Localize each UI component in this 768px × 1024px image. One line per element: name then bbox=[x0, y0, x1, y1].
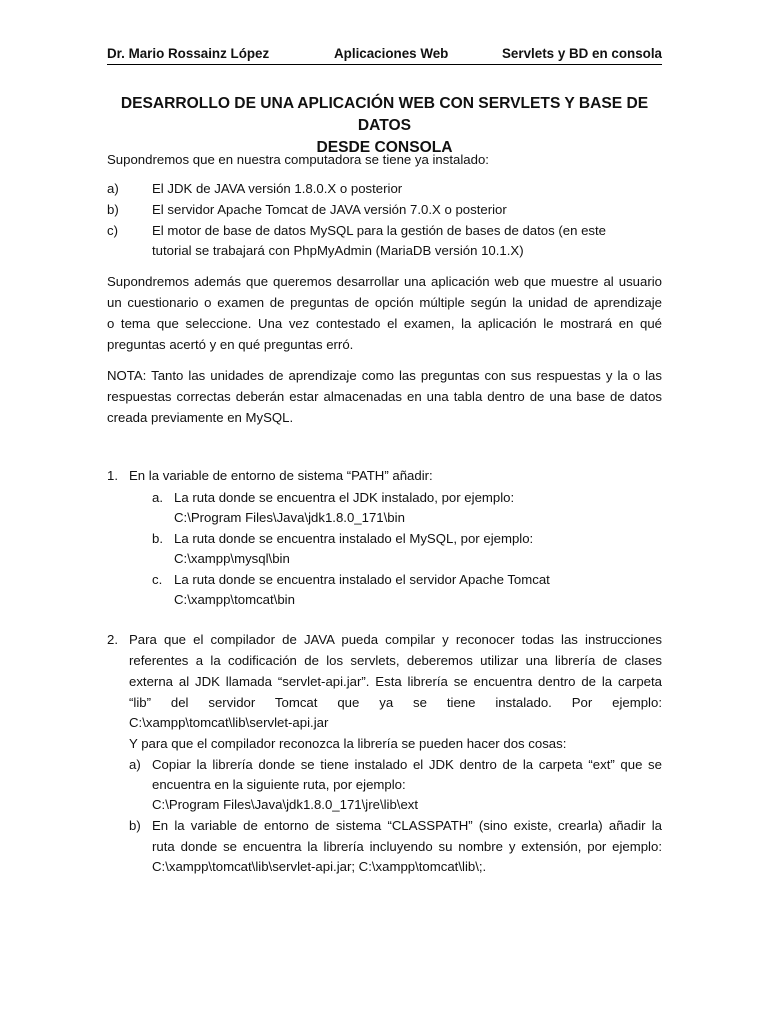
header-author: Dr. Mario Rossainz López bbox=[107, 46, 270, 61]
prereq-label-a: a) bbox=[107, 181, 119, 196]
step-1-b-line-1: La ruta donde se encuentra instalado el MySQL, por ejemplo: bbox=[174, 531, 534, 546]
header-topic: Servlets y BD en consola bbox=[501, 46, 662, 61]
step-2-a-line-1: Copiar la librería donde se tiene instalado el JDK dentro de la carpeta “ext” que se bbox=[152, 757, 662, 772]
note-line-3: creada previamente en MySQL. bbox=[107, 410, 294, 425]
step-2-line-5: C:\xampp\tomcat\lib\servlet-api.jar bbox=[129, 715, 329, 730]
paragraph-2-line-4: preguntas acertó y en qué preguntas erró. bbox=[107, 337, 354, 352]
step-1-b-line-2: C:\xampp\mysql\bin bbox=[174, 551, 290, 566]
step-2-label-a: a) bbox=[129, 757, 141, 772]
paragraph-2-line-3: o tema que seleccione. Una vez contestado el examen, la aplicación le mostrará en qué bbox=[107, 316, 662, 331]
paragraph-2-line-2: un cuestionario o examen de preguntas de opción múltiple según la unidad de aprendizaje bbox=[107, 295, 662, 310]
step-2-b-line-1: En la variable de entorno de sistema “CLASSPATH” (sino existe, crearla) añadir la bbox=[152, 818, 662, 833]
title-line-1: DESARROLLO DE UNA APLICACIÓN WEB CON SERVLETS Y BASE DE DATOS bbox=[120, 95, 649, 134]
step-2-line-3: externa al JDK llamada “servlet-api.jar”. Esta librería se encuentra dentro de la carpeta bbox=[129, 674, 662, 689]
step-1-text: En la variable de entorno de sistema “PATH” añadir: bbox=[129, 468, 433, 483]
note-label: NOTA: bbox=[107, 368, 147, 383]
header-course: Aplicaciones Web bbox=[334, 46, 449, 61]
step-2-line-2: referentes a la codificación de los servlets, deberemos utilizar una librería de clases bbox=[129, 653, 662, 668]
step-1-a-line-1: La ruta donde se encuentra el JDK instalado, por ejemplo: bbox=[174, 490, 515, 505]
prereq-c-line-1: El motor de base de datos MySQL para la gestión de bases de datos (en este bbox=[152, 223, 607, 238]
prereq-b-line-1: El servidor Apache Tomcat de JAVA versión 7.0.X o posterior bbox=[152, 202, 507, 217]
document-title bbox=[107, 93, 662, 159]
step-2-b-line-3: C:\xampp\tomcat\lib\servlet-api.jar; C:\xampp\tomcat\lib\;. bbox=[152, 859, 487, 874]
paragraph-2-line-1: Supondremos además que queremos desarrollar una aplicación web que muestre al usuario bbox=[107, 274, 662, 289]
step-1-label-c: c. bbox=[152, 572, 163, 587]
step-1-c-line-1: La ruta donde se encuentra instalado el servidor Apache Tomcat bbox=[174, 572, 550, 587]
page-header bbox=[107, 46, 662, 65]
step-1-c-line-2: C:\xampp\tomcat\bin bbox=[174, 592, 295, 607]
step-1-a-line-2: C:\Program Files\Java\jdk1.8.0_171\bin bbox=[174, 510, 405, 525]
intro-text: Supondremos que en nuestra computadora se tiene ya instalado: bbox=[107, 152, 489, 167]
note-line-2: respuestas correctas deberán estar almacenadas en una tabla dentro de una base de datos bbox=[107, 389, 662, 404]
step-2-label-b: b) bbox=[129, 818, 141, 833]
note-line-1 bbox=[107, 367, 662, 385]
step-2-a-line-2: encuentra en la siguiente ruta, por ejemplo: bbox=[152, 777, 406, 792]
step-2-line-1: Para que el compilador de JAVA pueda compilar y reconocer todas las instrucciones bbox=[129, 632, 662, 647]
step-2-line-4: “lib” del servidor Tomcat que ya se tiene instalado. Por ejemplo: bbox=[129, 695, 662, 710]
note-text-1: Tanto las unidades de aprendizaje como las preguntas con sus respuestas y la o las bbox=[151, 368, 662, 383]
step-2-number: 2. bbox=[107, 632, 118, 647]
title-line-2: DESDE CONSOLA bbox=[316, 139, 453, 156]
prereq-label-c: c) bbox=[107, 223, 118, 238]
prereq-label-b: b) bbox=[107, 202, 119, 217]
step-2-b-line-2: ruta donde se encuentra la librería incluyendo su nombre y extensión, por ejemplo: bbox=[152, 839, 662, 854]
step-1-label-a: a. bbox=[152, 490, 163, 505]
step-2-a-line-3: C:\Program Files\Java\jdk1.8.0_171\jre\lib\ext bbox=[152, 797, 419, 812]
prereq-c-line-2: tutorial se trabajará con PhpMyAdmin (MariaDB versión 10.1.X) bbox=[152, 243, 524, 258]
step-2-line-6: Y para que el compilador reconozca la librería se pueden hacer dos cosas: bbox=[129, 736, 567, 751]
prereq-a-line-1: El JDK de JAVA versión 1.8.0.X o posterior bbox=[152, 181, 403, 196]
step-1-number: 1. bbox=[107, 468, 118, 483]
step-1-label-b: b. bbox=[152, 531, 163, 546]
